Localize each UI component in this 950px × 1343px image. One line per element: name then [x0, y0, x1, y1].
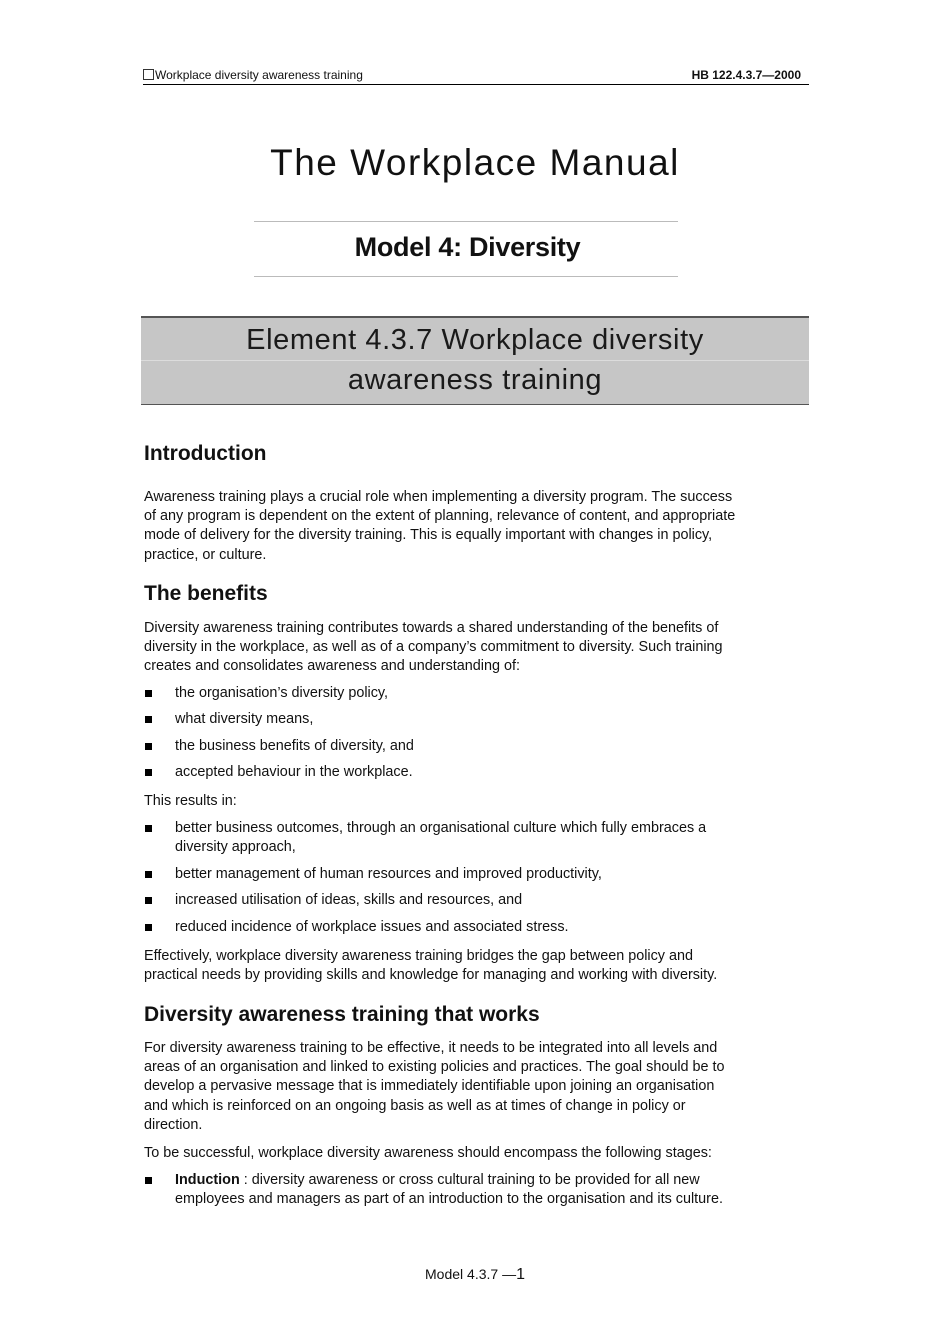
title-rule-top: [254, 221, 678, 222]
bullet-square-icon: [145, 924, 152, 931]
conclusion-line: practical needs by providing skills and knowledge for managing and working with diversity.: [144, 967, 718, 984]
works-line: areas of an organisation and linked to existing policies and practices. The goal should be to: [144, 1059, 725, 1076]
list-item-text: accepted behaviour in the workplace.: [175, 764, 413, 780]
list-item-line: better business outcomes, through an organisational culture which fully embraces a: [175, 820, 707, 836]
benefits-line: diversity in the workplace, as well as of a company’s commitment to diversity. Such training: [144, 639, 723, 656]
list-item-text: better management of human resources and improved productivity,: [175, 866, 602, 882]
conclusion-line: Effectively, workplace diversity awareness training bridges the gap between policy and: [144, 948, 694, 964]
list-item-text: increased utilisation of ideas, skills and resources, and: [175, 892, 523, 908]
element-banner: [141, 316, 809, 405]
manual-title: The Workplace Manual: [270, 142, 680, 183]
list-item-line: diversity approach,: [175, 839, 296, 856]
list-item-text: what diversity means,: [175, 711, 314, 727]
banner-divider: [141, 360, 809, 361]
works-line: develop a pervasive message that is immediately identifiable upon joining an organisation: [144, 1078, 715, 1095]
bullet-square-icon: [145, 769, 152, 776]
stages-intro: To be successful, workplace diversity awareness should encompass the following stages:: [144, 1145, 712, 1161]
list-item-text: reduced incidence of workplace issues and associated stress.: [175, 919, 569, 935]
stage-text: employees and managers as part of an introduction to the organisation and its culture.: [175, 1191, 723, 1208]
list-item-text: the organisation’s diversity policy,: [175, 685, 389, 701]
intro-line: of any program is dependent on the extent of planning, relevance of content, and appropriate: [144, 508, 736, 525]
list-item-text: [175, 819, 795, 857]
header-document-code: HB 122.4.3.7—2000: [691, 68, 801, 82]
benefits-heading: The benefits: [144, 582, 268, 605]
introduction-paragraph: [144, 488, 810, 565]
bullet-square-icon: [145, 716, 152, 723]
works-paragraph: [144, 1039, 810, 1135]
header-left: [143, 68, 363, 82]
results-label: This results in:: [144, 793, 237, 809]
stage-text: : diversity awareness or cross cultural training to be provided for all new: [239, 1172, 700, 1188]
intro-line: practice, or culture.: [144, 546, 267, 563]
works-line: and which is reinforced on an ongoing basis as well as at times of change in policy or: [144, 1097, 686, 1114]
benefits-intro-paragraph: [144, 619, 810, 677]
benefits-conclusion-paragraph: [144, 947, 810, 985]
checkbox-glyph-icon: [143, 69, 154, 80]
bullet-square-icon: [145, 825, 152, 832]
works-heading: Diversity awareness training that works: [144, 1003, 540, 1026]
list-item-text: the business benefits of diversity, and: [175, 738, 414, 754]
element-title-line1: Element 4.3.7 Workplace diversity: [246, 324, 704, 356]
benefits-line: Diversity awareness training contributes towards a shared understanding of the benefits of: [144, 620, 719, 636]
intro-line: Awareness training plays a crucial role when implementing a diversity program. The success: [144, 489, 733, 505]
list-item-text: [175, 1171, 795, 1209]
benefits-line: creates and consolidates awareness and understanding of:: [144, 658, 521, 675]
running-header: [143, 66, 809, 85]
element-title-line2: awareness training: [347, 364, 603, 396]
header-left-text: Workplace diversity awareness training: [155, 68, 363, 82]
bullet-square-icon: [145, 871, 152, 878]
title-rule-bottom: [254, 276, 678, 277]
page-footer: [0, 1266, 950, 1284]
stage-label: Induction: [175, 1172, 240, 1188]
works-line: direction.: [144, 1116, 203, 1133]
introduction-heading: Introduction: [144, 442, 267, 465]
bullet-square-icon: [145, 1177, 152, 1184]
bullet-square-icon: [145, 743, 152, 750]
bullet-square-icon: [145, 897, 152, 904]
footer-label: Model 4.3.7 —: [425, 1266, 517, 1282]
works-line: For diversity awareness training to be effective, it needs to be integrated into all levels and: [144, 1040, 718, 1056]
intro-line: mode of delivery for the diversity training. This is equally important with changes in policy,: [144, 527, 713, 544]
model-title: Model 4: Diversity: [354, 232, 581, 262]
page-number: 1: [516, 1266, 525, 1283]
bullet-square-icon: [145, 690, 152, 697]
